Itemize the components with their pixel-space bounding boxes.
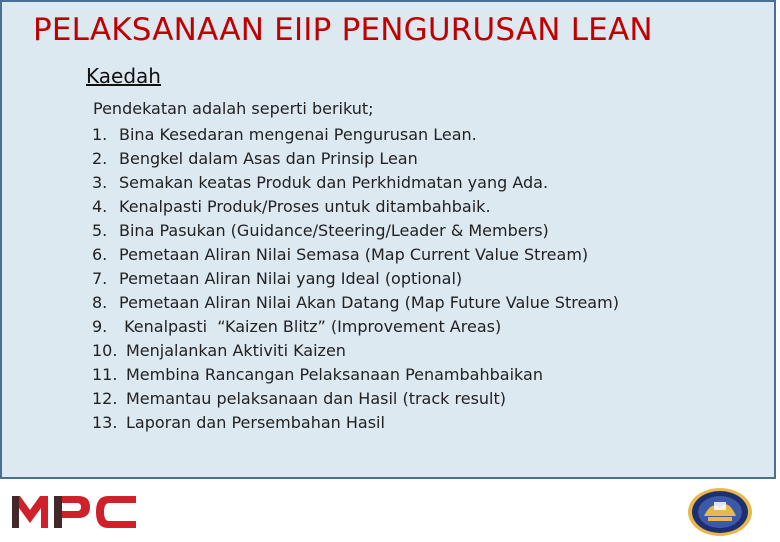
list-item [92, 339, 619, 363]
list-item [92, 363, 619, 387]
item-text: Pemetaan Aliran Nilai yang Ideal (optional) [119, 269, 463, 288]
item-text: Bina Kesedaran mengenai Pengurusan Lean. [119, 125, 477, 144]
item-number: 9. [92, 317, 108, 336]
item-number: 8. [92, 293, 108, 312]
item-number: 2. [92, 149, 108, 168]
item-text: Kenalpasti “Kaizen Blitz” (Improvement Areas) [119, 317, 502, 336]
item-number: 7. [92, 269, 108, 288]
intro-text: Pendekatan adalah seperti berikut; [93, 99, 374, 118]
list-item [92, 243, 619, 267]
item-number: 5. [92, 221, 108, 240]
item-number: 6. [92, 245, 108, 264]
item-number: 11. [92, 365, 118, 384]
item-text: Membina Rancangan Pelaksanaan Penambahbaikan [126, 365, 543, 384]
item-number: 4. [92, 197, 108, 216]
list-item [92, 147, 619, 171]
list-item [92, 411, 619, 435]
item-text: Menjalankan Aktiviti Kaizen [126, 341, 346, 360]
list-item [92, 171, 619, 195]
list-item [92, 219, 619, 243]
item-text: Memantau pelaksanaan dan Hasil (track result) [126, 389, 507, 408]
item-text: Bengkel dalam Asas dan Prinsip Lean [119, 149, 418, 168]
list-item [92, 387, 619, 411]
list-item [92, 195, 619, 219]
item-text: Pemetaan Aliran Nilai Semasa (Map Current Value Stream) [119, 245, 589, 264]
item-number: 13. [92, 413, 118, 432]
list-item [92, 291, 619, 315]
mpc-logo-icon [10, 494, 138, 534]
list-item [92, 315, 619, 339]
section-heading: Kaedah [86, 64, 161, 88]
item-number: 1. [92, 125, 108, 144]
emblem-logo-icon [686, 486, 754, 542]
item-number: 10. [92, 341, 118, 360]
item-text: Laporan dan Persembahan Hasil [126, 413, 385, 432]
item-number: 12. [92, 389, 118, 408]
slide-title: PELAKSANAAN EIIP PENGURUSAN LEAN [33, 12, 653, 48]
steps-list [92, 123, 619, 435]
item-text: Semakan keatas Produk dan Perkhidmatan yang Ada. [119, 173, 549, 192]
item-text: Pemetaan Aliran Nilai Akan Datang (Map Future Value Stream) [119, 293, 619, 312]
list-item [92, 267, 619, 291]
item-number: 3. [92, 173, 108, 192]
item-text: Kenalpasti Produk/Proses untuk ditambahbaik. [119, 197, 491, 216]
list-item [92, 123, 619, 147]
item-text: Bina Pasukan (Guidance/Steering/Leader & Members) [119, 221, 549, 240]
